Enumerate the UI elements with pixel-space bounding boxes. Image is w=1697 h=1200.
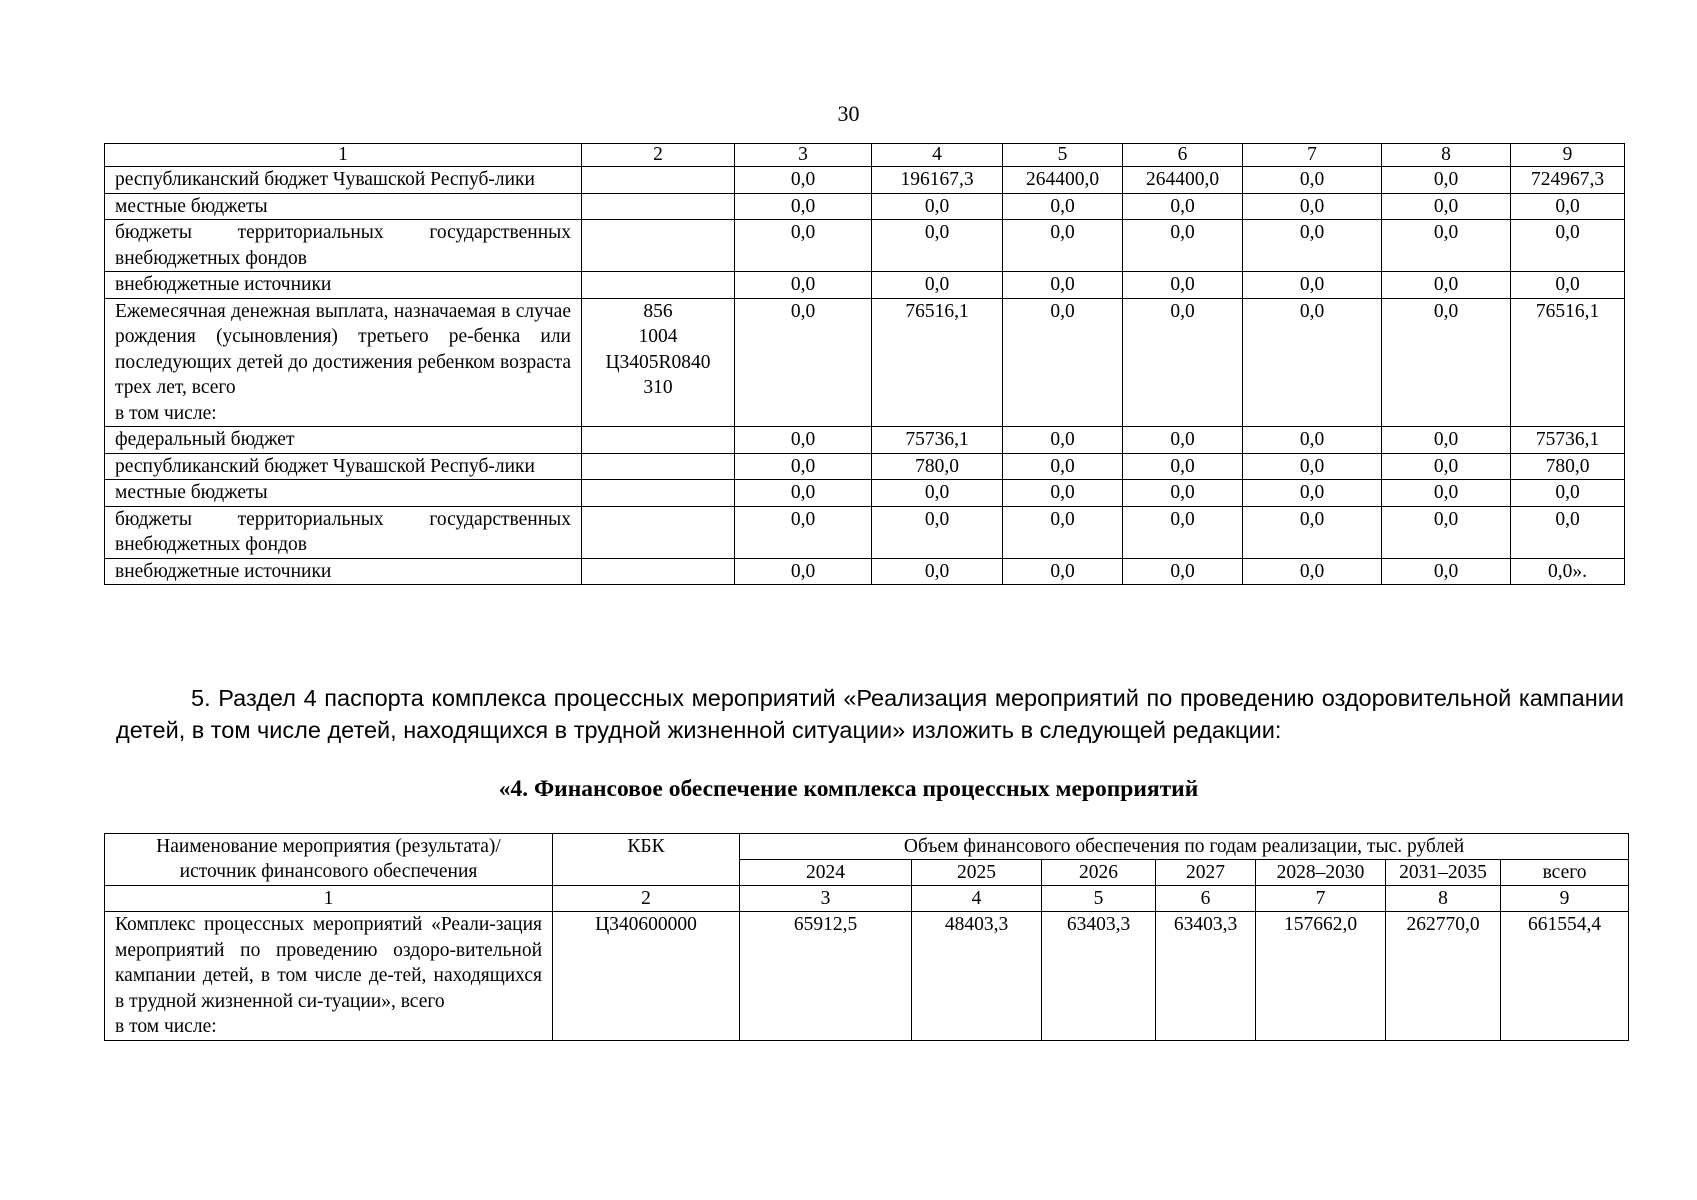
value-cell: 0,0 [872, 220, 1003, 272]
value-cell: 63403,3 [1156, 912, 1256, 1041]
value-cell: 0,0 [735, 298, 872, 427]
value-cell: 0,0 [1382, 272, 1511, 299]
col-num: 2 [582, 144, 735, 167]
table-row [105, 220, 1625, 272]
value-cell: 0,0 [1243, 220, 1382, 272]
value-cell: 0,0 [1123, 298, 1243, 427]
kbk-column-header: КБК [553, 834, 740, 886]
year-header: 2026 [1042, 860, 1156, 886]
value-cell: 0,0 [735, 272, 872, 299]
value-cell: 0,0 [1123, 453, 1243, 480]
value-cell: 0,0 [872, 506, 1003, 558]
value-cell: 0,0 [735, 220, 872, 272]
value-cell: 0,0 [1243, 193, 1382, 220]
total-cell: 0,0 [1511, 480, 1625, 507]
value-cell: 0,0 [1123, 558, 1243, 585]
value-cell: 0,0 [1382, 220, 1511, 272]
value-cell: 0,0 [1243, 167, 1382, 194]
source-name-cell [105, 506, 582, 558]
kbk-cell [582, 272, 735, 299]
kbk-cell [582, 480, 735, 507]
col-num: 8 [1382, 144, 1511, 167]
value-cell: 0,0 [1003, 272, 1123, 299]
value-cell: 0,0 [735, 193, 872, 220]
value-cell: 0,0 [1243, 272, 1382, 299]
kbk-cell: Ц340600000 [553, 912, 740, 1041]
source-name: бюджеты территориальных государственных внебюджетных фондов [115, 222, 571, 269]
value-cell: 0,0 [1123, 220, 1243, 272]
col-num: 3 [740, 886, 912, 912]
source-name-cell [105, 480, 582, 507]
value-cell: 0,0 [1123, 193, 1243, 220]
source-name: Ежемесячная денежная выплата, назначаемая в случае рождения (усыновления) третьего ре-бенка или последующих детей до достижения ребенком возраста трех лет, всего [115, 300, 571, 398]
table-row [105, 912, 1629, 1041]
value-cell: 0,0 [1243, 298, 1382, 427]
source-name-cell [105, 558, 582, 585]
source-name-cell [105, 427, 582, 454]
total-cell: 780,0 [1511, 453, 1625, 480]
kbk-cell [582, 220, 735, 272]
table-row [105, 193, 1625, 220]
table-row [105, 506, 1625, 558]
value-cell: 0,0 [735, 480, 872, 507]
amendment-paragraph: 5. Раздел 4 паспорта комплекса процессных мероприятий «Реализация мероприятий по проведению оздоровительной кампании детей, в том числе детей, находящихся в трудной жизненной ситуации» изложить в следующей редакции: [116, 685, 1624, 743]
total-cell: 76516,1 [1511, 298, 1625, 427]
value-cell: 0,0 [735, 558, 872, 585]
value-cell: 0,0 [1003, 453, 1123, 480]
kbk-cell [582, 427, 735, 454]
value-cell: 0,0 [1243, 506, 1382, 558]
source-name: внебюджетные источники [115, 274, 332, 295]
value-cell: 0,0 [735, 453, 872, 480]
volume-header: Объем финансового обеспечения по годам реализации, тыс. рублей [740, 834, 1629, 860]
name-column-header [105, 834, 553, 886]
table-row [105, 480, 1625, 507]
column-number-row [105, 886, 1629, 912]
source-name-tail: в том числе: [115, 402, 217, 424]
value-cell: 0,0 [1003, 558, 1123, 585]
kbk-cell [582, 193, 735, 220]
year-header: 2024 [740, 860, 912, 886]
value-cell: 157662,0 [1256, 912, 1386, 1041]
budget-table-continued [104, 143, 1625, 585]
value-cell: 0,0 [735, 427, 872, 454]
col-num: 9 [1511, 144, 1625, 167]
col-num: 9 [1501, 886, 1629, 912]
value-cell: 0,0 [1382, 167, 1511, 194]
total-cell: 724967,3 [1511, 167, 1625, 194]
kbk-cell [582, 298, 735, 427]
table-row [105, 298, 1625, 427]
value-cell: 780,0 [872, 453, 1003, 480]
total-cell: 75736,1 [1511, 427, 1625, 454]
value-cell: 0,0 [1123, 272, 1243, 299]
value-cell: 0,0 [872, 193, 1003, 220]
value-cell: 0,0 [1003, 298, 1123, 427]
header-row-1 [105, 834, 1629, 860]
value-cell: 262770,0 [1386, 912, 1501, 1041]
source-name: республиканский бюджет Чувашской Респуб-лики [115, 455, 535, 477]
value-cell: 0,0 [1243, 427, 1382, 454]
value-cell: 0,0 [735, 506, 872, 558]
value-cell: 0,0 [1003, 506, 1123, 558]
year-header: 2028–2030 [1256, 860, 1386, 886]
value-cell: 0,0 [1382, 506, 1511, 558]
total-cell: 661554,4 [1501, 912, 1629, 1041]
col-num: 6 [1156, 886, 1256, 912]
value-cell: 0,0 [735, 167, 872, 194]
value-cell: 63403,3 [1042, 912, 1156, 1041]
col-num: 3 [735, 144, 872, 167]
col-num: 7 [1256, 886, 1386, 912]
value-cell: 0,0 [1123, 506, 1243, 558]
kbk-line: 1004 [638, 326, 678, 347]
value-cell: 0,0 [1243, 453, 1382, 480]
kbk-line: 856 [643, 300, 673, 322]
table-row [105, 453, 1625, 480]
source-name: бюджеты территориальных государственных внебюджетных фондов [115, 508, 571, 555]
program-name-tail: в том числе: [115, 1016, 217, 1037]
source-name-cell [105, 193, 582, 220]
financing-table [104, 833, 1629, 1041]
value-cell: 0,0 [1123, 480, 1243, 507]
col-num: 4 [872, 144, 1003, 167]
source-name-cell [105, 298, 582, 427]
value-cell: 0,0 [872, 480, 1003, 507]
value-cell: 75736,1 [872, 427, 1003, 454]
year-header: 2031–2035 [1386, 860, 1501, 886]
section-heading: «4. Финансовое обеспечение комплекса процессных мероприятий [498, 776, 1199, 802]
kbk-line: 310 [643, 377, 673, 398]
column-number-row [105, 144, 1625, 167]
value-cell: 0,0 [1382, 193, 1511, 220]
col-num: 7 [1243, 144, 1382, 167]
value-cell: 0,0 [1382, 453, 1511, 480]
col-num: 6 [1123, 144, 1243, 167]
year-header: 2025 [912, 860, 1042, 886]
name-header-line2: источник финансового обеспечения [179, 861, 478, 882]
value-cell: 76516,1 [872, 298, 1003, 427]
total-cell: 0,0 [1511, 220, 1625, 272]
source-name-cell [105, 453, 582, 480]
value-cell: 0,0 [1243, 558, 1382, 585]
source-name-cell [105, 220, 582, 272]
value-cell: 0,0 [1243, 480, 1382, 507]
value-cell: 0,0 [1003, 220, 1123, 272]
source-name: местные бюджеты [115, 482, 268, 503]
program-name: Комплекс процессных мероприятий «Реали-зация мероприятий по проведению оздоро-вительной кампании детей, в том числе де-тей, находящихся в трудной жизненной си-туации», всего [115, 914, 542, 1012]
kbk-cell [582, 453, 735, 480]
source-name-cell [105, 272, 582, 299]
table-row [105, 167, 1625, 194]
value-cell: 65912,5 [740, 912, 912, 1041]
value-cell: 196167,3 [872, 167, 1003, 194]
page-number: 30 [837, 101, 860, 126]
value-cell: 0,0 [1382, 558, 1511, 585]
source-name: местные бюджеты [115, 195, 268, 217]
value-cell: 0,0 [1382, 427, 1511, 454]
value-cell: 0,0 [1123, 427, 1243, 454]
value-cell: 0,0 [872, 272, 1003, 299]
col-num: 1 [105, 144, 582, 167]
total-cell: 0,0». [1511, 558, 1625, 585]
total-cell: 0,0 [1511, 193, 1625, 220]
source-name: республиканский бюджет Чувашской Респуб-лики [115, 169, 535, 190]
col-num: 5 [1042, 886, 1156, 912]
value-cell: 0,0 [1382, 480, 1511, 507]
value-cell: 0,0 [1003, 427, 1123, 454]
value-cell: 48403,3 [912, 912, 1042, 1041]
col-num: 1 [105, 886, 553, 912]
table-row [105, 427, 1625, 454]
total-cell: 0,0 [1511, 506, 1625, 558]
col-num: 4 [912, 886, 1042, 912]
col-num: 2 [553, 886, 740, 912]
value-cell: 0,0 [1382, 298, 1511, 427]
source-name-cell [105, 167, 582, 194]
value-cell: 0,0 [872, 558, 1003, 585]
value-cell: 0,0 [1003, 193, 1123, 220]
total-cell: 0,0 [1511, 272, 1625, 299]
name-header-line1: Наименование мероприятия (результата)/ [156, 836, 501, 857]
source-name: внебюджетные источники [115, 560, 332, 582]
table-row [105, 272, 1625, 299]
value-cell: 0,0 [1003, 480, 1123, 507]
value-cell: 264400,0 [1003, 167, 1123, 194]
source-name: федеральный бюджет [115, 429, 295, 450]
program-name-cell [105, 912, 553, 1041]
kbk-cell [582, 506, 735, 558]
kbk-cell [582, 167, 735, 194]
total-header: всего [1501, 860, 1629, 886]
col-num: 5 [1003, 144, 1123, 167]
col-num: 8 [1386, 886, 1501, 912]
kbk-cell [582, 558, 735, 585]
year-header: 2027 [1156, 860, 1256, 886]
table-row [105, 558, 1625, 585]
value-cell: 264400,0 [1123, 167, 1243, 194]
kbk-line: Ц3405R0840 [605, 351, 711, 373]
